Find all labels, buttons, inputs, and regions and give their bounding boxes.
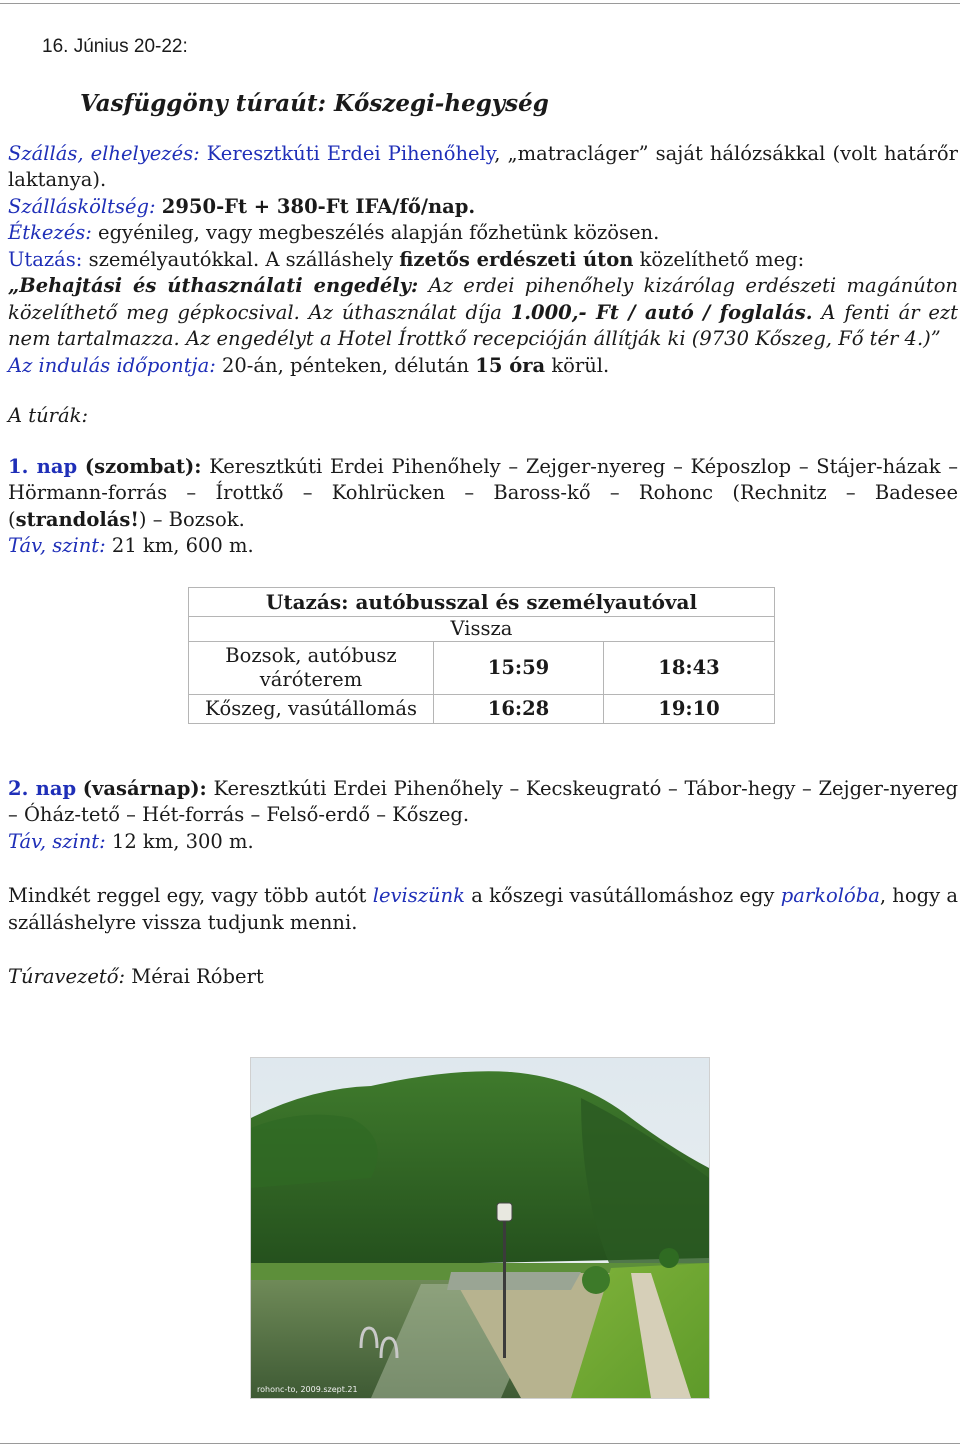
schedule-place: Bozsok, autóbusz váróterem <box>189 641 434 694</box>
note-word-2: parkolóba <box>780 884 880 907</box>
lodging-label: Szállás, elhelyezés: <box>8 141 200 165</box>
tours-label: A túrák: <box>8 404 89 427</box>
departure-end: körül. <box>551 353 610 377</box>
schedule-subtitle: Vissza <box>189 616 775 641</box>
travel-value: személyautókkal. A szálláshely <box>88 247 393 271</box>
day1-route-end: ) – Bozsok. <box>138 507 245 531</box>
permit-text-2: A fenti ár ezt nem tartalmazza. Az engedélyt a Hotel Írottkő recepcióján állítják ki (9730 Kőszeg, Fő tér 4.)” <box>8 300 958 350</box>
day2-weekday: (vasárnap): <box>82 776 207 800</box>
parking-note <box>8 883 958 936</box>
guide-line <box>8 964 958 991</box>
departure-time: 15 óra <box>475 353 546 377</box>
day1-number: 1. nap <box>8 454 78 478</box>
day2-route: Keresztkúti Erdei Pihenőhely – Kecskeugrató – Tábor-hegy – Zejger-nyereg – Óház-tető – Hét-forrás – Felső-erdő – Kőszeg. <box>8 776 959 826</box>
lodging-line <box>8 141 958 194</box>
food-label: Étkezés: <box>8 221 92 244</box>
day2-distance-label: Táv, szint: <box>8 829 106 853</box>
cost-label: Szállásköltség: <box>8 194 156 218</box>
day2-paragraph <box>8 776 958 829</box>
travel-line <box>8 247 958 274</box>
guide-name: Mérai Róbert <box>131 965 264 988</box>
food-line <box>8 220 958 247</box>
page-title: Vasfüggöny túraút: Kőszegi-hegység <box>80 89 549 117</box>
lodging-rest: , „matracláger” saját hálózsákkal (volt határőr laktanya). <box>8 141 958 191</box>
permit-text: Az erdei pihenőhely kizárólag erdészeti magánúton közelíthető meg gépkocsival. Az úthasználat díja <box>8 274 958 324</box>
day1-distance-value: 21 km, 600 m. <box>111 534 254 557</box>
note-text-2: a kőszegi vasútállomáshoz egy <box>471 884 775 907</box>
bottom-rule <box>0 1443 960 1444</box>
date-heading: 16. Június 20-22: <box>42 36 188 57</box>
road-rest: közelíthető meg: <box>639 247 805 271</box>
document-body <box>8 30 958 991</box>
schedule-time: 15:59 <box>434 641 604 694</box>
travel-label: Utazás: <box>8 247 83 271</box>
departure-value: 20-án, pénteken, délután <box>221 353 470 377</box>
departure-label: Az indulás időpontja: <box>8 353 216 377</box>
schedule-time: 19:10 <box>604 694 775 723</box>
lake-photo-image <box>251 1058 709 1398</box>
note-word-1: leviszünk <box>372 884 465 907</box>
cost-line <box>8 194 958 221</box>
schedule-title-row <box>189 587 775 616</box>
day2-number: 2. nap <box>8 776 77 800</box>
schedule-place: Kőszeg, vasútállomás <box>189 694 434 723</box>
table-row <box>189 641 775 694</box>
permit-price: 1.000,- Ft / autó / foglalás. <box>510 300 813 324</box>
day1-weekday: (szombat): <box>84 454 202 478</box>
day1-swim: strandolás! <box>15 507 139 531</box>
day1-distance <box>8 533 958 560</box>
permit-heading: „Behajtási és úthasználati engedély: <box>8 274 419 297</box>
day2-distance <box>8 829 958 856</box>
lodging-place-link[interactable]: Keresztkúti Erdei Pihenőhely <box>206 141 495 165</box>
day1-paragraph <box>8 454 958 534</box>
guide-label: Túravezető: <box>8 965 126 988</box>
schedule-time: 18:43 <box>604 641 775 694</box>
day1-route: Keresztkúti Erdei Pihenőhely – Zejger-nyereg – Képoszlop – Stájer-házak – Hörmann-forrás – Írottkő – Kohlrücken – Baross-kő – Rohonc (Rechnitz – Badesee ( <box>8 454 958 531</box>
photo-caption: rohonc-to, 2009.szept.21 <box>257 1385 358 1394</box>
table-row <box>189 694 775 723</box>
cost-value: 2950-Ft + 380-Ft IFA/fő/nap. <box>161 194 476 218</box>
schedule-subtitle-row <box>189 616 775 641</box>
permit-paragraph <box>8 273 958 353</box>
schedule-time: 16:28 <box>434 694 604 723</box>
bus-schedule-table <box>188 587 775 724</box>
departure-line <box>8 353 958 380</box>
note-text-1: Mindkét reggel egy, vagy több autót <box>8 884 367 907</box>
lake-photo <box>250 1057 710 1399</box>
top-rule <box>0 3 960 4</box>
day2-distance-value: 12 km, 300 m. <box>111 829 254 853</box>
schedule-title: Utazás: autóbusszal és személyautóval <box>189 587 775 616</box>
day1-distance-label: Táv, szint: <box>8 534 106 557</box>
food-value: egyénileg, vagy megbeszélés alapján főzhetünk közösen. <box>98 221 660 244</box>
note-text-3: , hogy a szálláshelyre vissza tudjunk menni. <box>8 884 959 934</box>
road-bold: fizetős erdészeti úton <box>399 247 634 271</box>
